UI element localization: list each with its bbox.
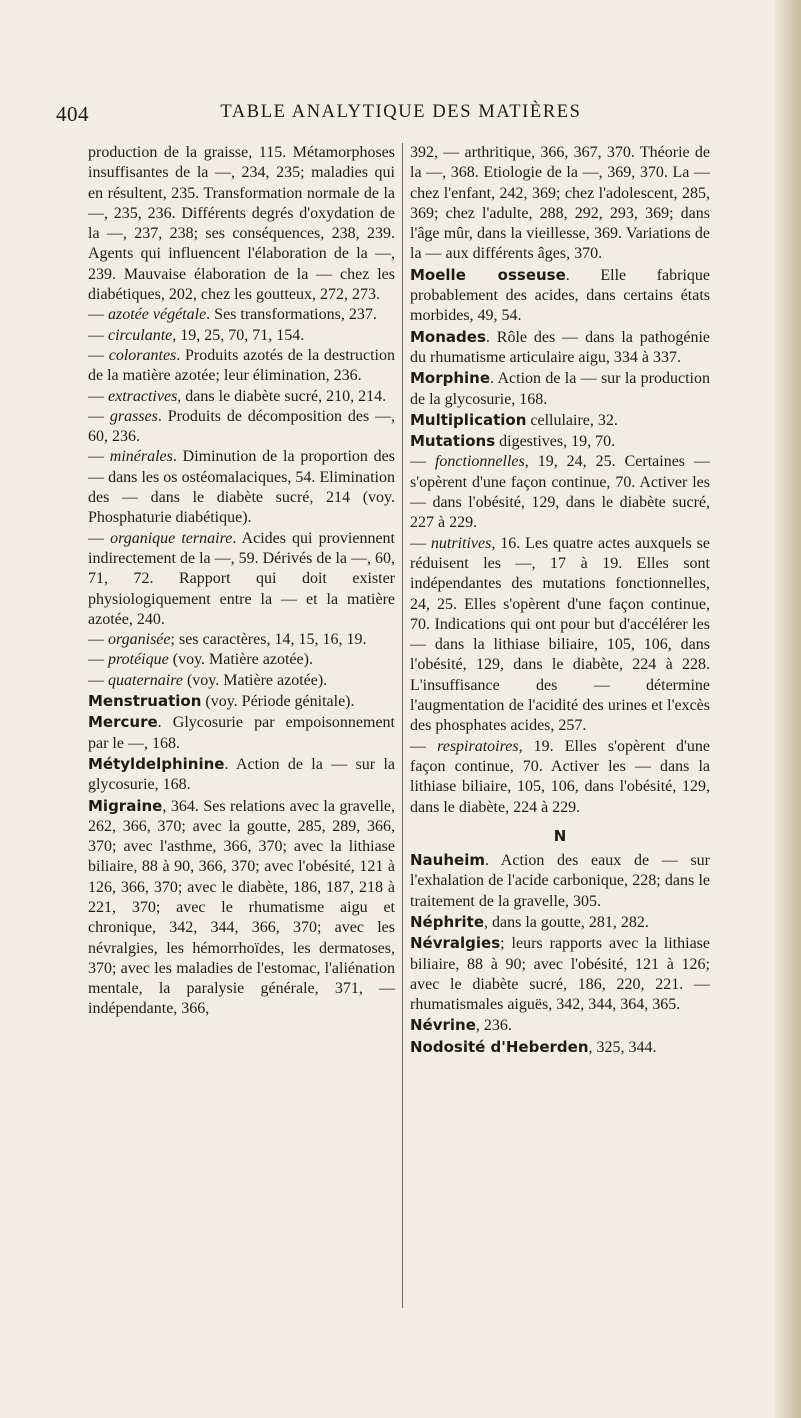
subentry-dash: — xyxy=(88,631,108,649)
index-entry xyxy=(410,368,710,410)
entry-text: . Elle fabrique probablement des acides, dans certains états morbides, 49, 54. xyxy=(410,266,710,325)
subentry-dash: — xyxy=(88,671,108,689)
index-entry xyxy=(410,431,710,452)
subentry-label: protéique xyxy=(108,651,169,669)
entry-text: ; ses caractères, 14, 15, 16, 19. xyxy=(170,631,367,649)
entry-text: , dans le diabète sucré, 210, 214. xyxy=(177,387,387,405)
entry-text: (voy. Matière azotée). xyxy=(168,651,313,669)
subentry-dash: — xyxy=(88,407,110,425)
entry-text: 392, — arthritique, 366, 367, 370. Théorie de la —, 368. Etiologie de la —, 369, 370. La — chez l'enfant, 242, 369; chez l'adolescent, 285, 369; chez l'adulte, 288, 292, 293, 369; dans l'âge mûr, dans la vieillesse, 369. Variations de la — aux différents âges, 370. xyxy=(410,144,710,263)
subentry-label: organisée xyxy=(108,631,171,649)
left-column xyxy=(88,143,395,1020)
subentry-label: circulante xyxy=(108,326,173,344)
index-entry xyxy=(410,933,710,1015)
index-entry xyxy=(410,1015,710,1036)
entry-text: . Diminution de la proportion des — dans les os ostéomalaciques, 54. Elimination des — dans le diabète sucré, 214 (voy. Phosphaturie diabétique). xyxy=(88,448,395,527)
entry-text: , 325, 344. xyxy=(588,1038,657,1056)
index-entry xyxy=(410,327,710,369)
index-subentry xyxy=(410,534,710,737)
index-entry xyxy=(88,796,395,1020)
subentry-dash: — xyxy=(410,737,438,755)
entry-text: . Rôle des — dans la pathogénie du rhumatisme articulaire aigu, 334 à 337. xyxy=(410,328,710,366)
entry-headword: Métyldelphinine xyxy=(88,754,225,773)
entry-headword: Menstruation xyxy=(88,692,202,711)
entry-text: , 16. Les quatre actes auxquels se réduisent les —, 17 à 19. Elles sont indépendantes des mutations fonctionnelles, 24, 25. Elles s'opèrent d'une façon continue, 70. Indications qui ont pour but d'accélérer les — dans la lithiase biliaire, 105, 106, dans l'obésité, 129, dans le diabète, 224 à 228. L'insuffisance des — détermine l'augmentation de l'acidité des urines et l'excès des phosphates acides, 257. xyxy=(410,534,710,735)
entry-headword: Nauheim xyxy=(410,851,485,870)
subentry-dash: — xyxy=(88,306,108,324)
entry-headword: Néphrite xyxy=(410,912,485,931)
subentry-dash: — xyxy=(410,534,431,552)
subentry-label: extractives xyxy=(108,387,178,405)
entry-text: . Action de la — sur la glycosurie, 168. xyxy=(88,755,395,794)
entry-text: , 19. Elles s'opèrent d'une façon continue, 70. Activer les — dans la lithiase biliaire, 105, 106, dans l'obésité, 129, dans le diabète, 224 à 229. xyxy=(410,737,711,816)
entry-text: , 364. Ses relations avec la gravelle, 262, 366, 370; avec la goutte, 285, 289, 366, 370; avec l'asthme, 366, 370; avec la lithiase biliaire, 88 à 90, 366, 370; avec l'obésité, 121 à 126, 366, 370; avec le diabète, 186, 187, 218 à 221, 370; avec le rhumatisme aigu et chronique, 342, 344, 366, 370; avec les névralgies, les hémorrhoïdes, les dermatoses, 370; avec les maladies de l'estomac, l'aliénation mentale, la paralysie générale, 371, — indépendante, 366, xyxy=(88,797,395,1018)
running-head xyxy=(56,102,746,126)
page-title: TABLE ANALYTIQUE DES MATIÈRES xyxy=(220,102,582,122)
page-edge-shadow xyxy=(775,0,801,1418)
entry-text: . Produits azotés de la destruction de la matière azotée; leur élimination, 236. xyxy=(88,346,396,385)
index-entry-continuation xyxy=(410,143,710,265)
entry-text: . Glycosurie par empoisonnement par le —, 168. xyxy=(88,714,395,752)
entry-text: . Action de la — sur la production de la glycosurie, 168. xyxy=(410,370,710,408)
subentry-dash: — xyxy=(88,651,108,669)
subentry-dash: — xyxy=(410,453,435,471)
entry-text: . Ses transformations, 237. xyxy=(206,306,377,324)
entry-headword: Mutations xyxy=(410,432,496,451)
index-subentry xyxy=(88,447,395,528)
entry-headword: Multiplication xyxy=(410,410,527,429)
subentry-label: quaternaire xyxy=(108,671,183,689)
entry-text: . Action des eaux de — sur l'exhalation de l'acide carbonique, 228; dans le traitement de la gravelle, 305. xyxy=(410,852,710,910)
entry-text: production de la graisse, 115. Métamorphoses insuffisantes de la —, 234, 235; maladies qui en résultent, 235. Transformation normale de la —, 235, 236. Différents degrés d'oxydation de la —, 237, 238; ses conséquences, 238, 239. Agents qui influencent l'élaboration de la —, 239. Mauvaise élaboration de la — chez les diabétiques, 202, chez les goutteux, 272, 273. xyxy=(88,144,395,304)
subentry-dash: — xyxy=(88,448,110,466)
index-subentry xyxy=(88,387,395,407)
index-subentry xyxy=(88,346,395,387)
index-entry xyxy=(88,691,395,712)
section-letter: N xyxy=(553,826,567,845)
entry-headword: Mercure xyxy=(88,713,158,732)
index-entry xyxy=(88,754,395,796)
entry-headword: Morphine xyxy=(410,369,491,388)
right-column xyxy=(410,143,710,1058)
index-entry xyxy=(410,912,710,933)
entry-headword: Névralgies xyxy=(410,934,501,953)
entry-headword: Nodosité d'Heberden xyxy=(410,1037,589,1056)
entry-text: , 236. xyxy=(475,1017,512,1035)
index-entry xyxy=(88,712,395,754)
index-subentry xyxy=(88,305,395,325)
entry-text: , 19, 25, 70, 71, 154. xyxy=(172,326,305,344)
index-subentry xyxy=(88,650,395,670)
entry-headword: Migraine xyxy=(88,796,163,815)
page-number: 404 xyxy=(56,102,89,126)
index-entry xyxy=(410,1037,710,1058)
subentry-dash: — xyxy=(88,529,111,547)
index-subentry xyxy=(88,407,395,448)
subentry-label: colorantes xyxy=(108,346,177,364)
column-divider xyxy=(402,143,403,1308)
entry-headword: Névrine xyxy=(410,1016,476,1035)
index-subentry xyxy=(88,671,395,691)
entry-text: cellulaire, 32. xyxy=(526,411,618,429)
subentry-label: grasses xyxy=(109,407,158,425)
index-entry xyxy=(410,850,710,912)
subentry-dash: — xyxy=(88,326,108,344)
subentry-dash: — xyxy=(88,387,108,405)
subentry-label: minérales xyxy=(109,448,173,466)
index-subentry xyxy=(410,452,710,533)
subentry-label: fonctionnelles xyxy=(434,453,525,471)
index-entry xyxy=(410,410,710,431)
entry-text: , dans la goutte, 281, 282. xyxy=(484,913,649,931)
index-subentry xyxy=(88,529,395,630)
entry-text: (voy. Matière azotée). xyxy=(182,671,328,689)
entry-text: digestives, 19, 70. xyxy=(495,433,616,451)
entry-text: . Acides qui proviennent indirectement de la —, 59. Dérivés de la —, 60, 71, 72. Rapport qui doit exister physiologiquement entre la — et la matière azotée, 240. xyxy=(88,529,396,628)
entry-headword: Moelle osseuse xyxy=(410,265,566,284)
index-entry xyxy=(410,265,710,327)
subentry-label: nutritives xyxy=(430,534,492,552)
subentry-label: azotée végétale xyxy=(108,306,207,324)
index-subentry xyxy=(88,630,395,650)
entry-headword: Monades xyxy=(410,327,486,346)
index-entry-continuation xyxy=(88,143,395,305)
entry-text: . Produits de décomposition des —, 60, 236. xyxy=(88,407,396,446)
subentry-label: respiratoires xyxy=(437,737,519,755)
entry-text: ; leurs rapports avec la lithiase biliaire, 88 à 90; avec l'obésité, 121 à 126; avec le diabète sucré, 186, 220, 221. — rhumatismales aiguës, 342, 344, 364, 365. xyxy=(410,935,710,1014)
subentry-label: organique ternaire xyxy=(110,529,233,547)
index-subentry xyxy=(410,737,710,818)
subentry-dash: — xyxy=(88,346,109,364)
entry-text: , 19, 24, 25. Certaines — s'opèrent d'une façon continue, 70. Activer les — dans l'obésité, 129, dans le diabète sucré, 227 à 229. xyxy=(410,453,710,532)
index-subentry xyxy=(88,326,395,346)
entry-text: (voy. Période génitale). xyxy=(201,693,355,711)
